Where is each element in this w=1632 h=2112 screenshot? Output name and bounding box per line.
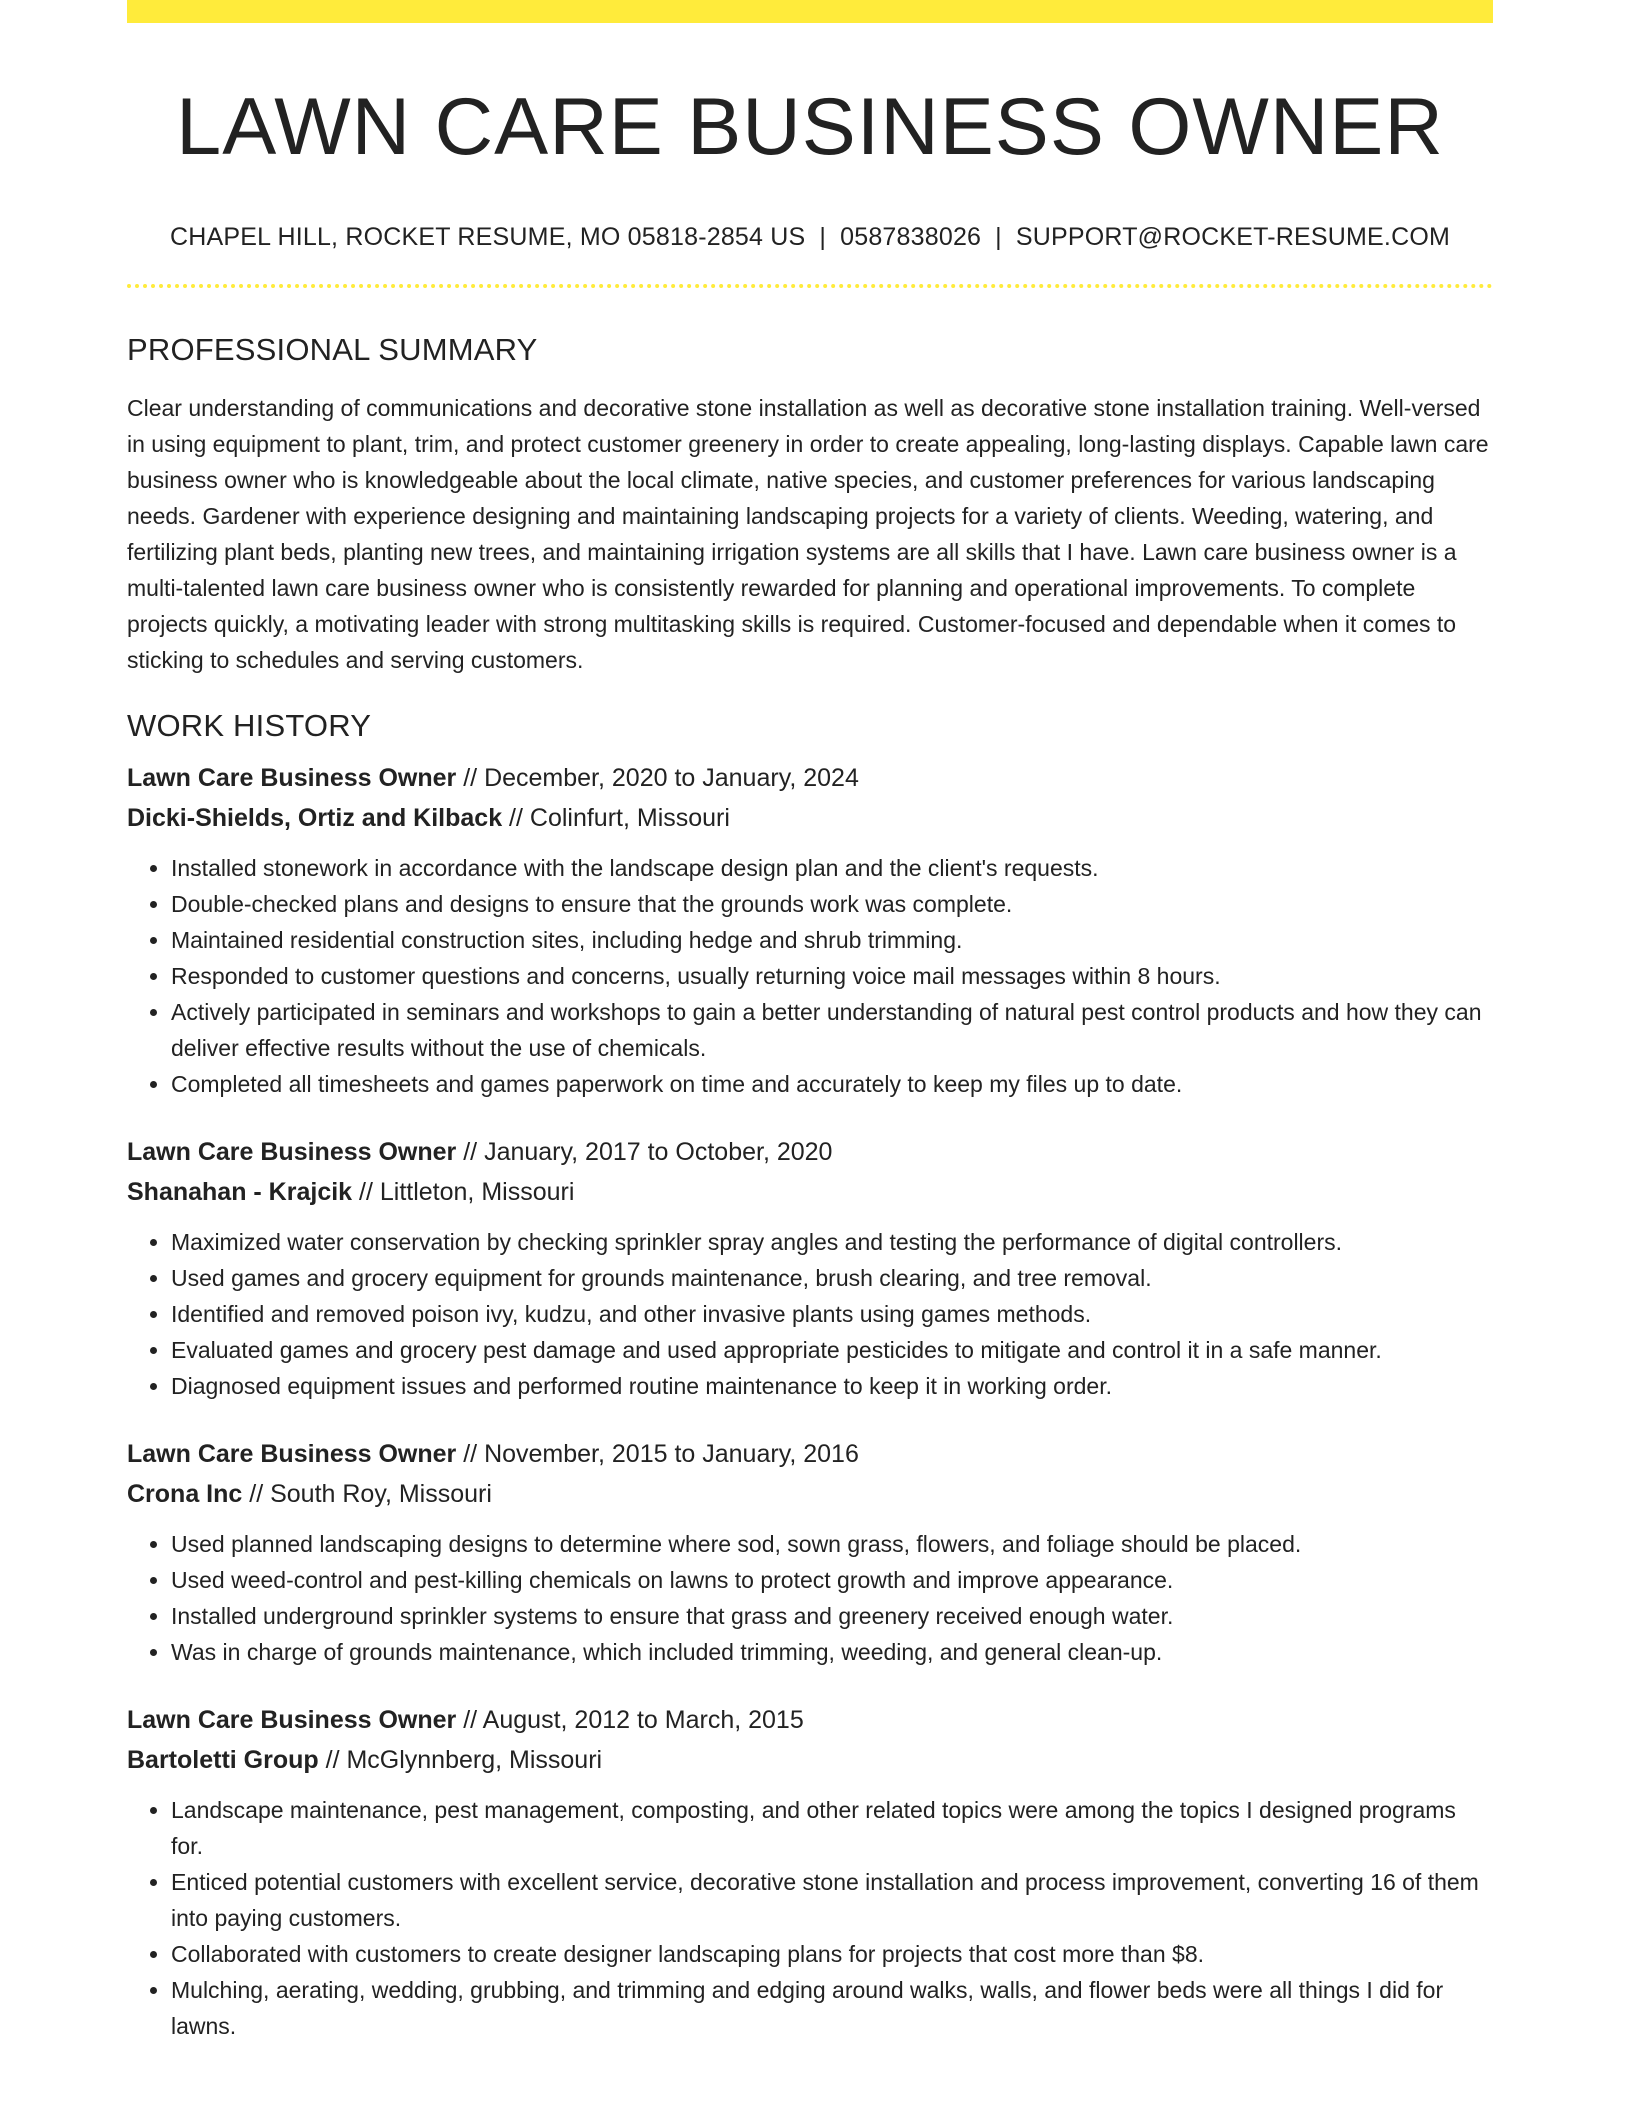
bullet-item: • Collaborated with customers to create designer landscaping plans for projects that cost more than $8.	[171, 1936, 1493, 1972]
work-history-heading: WORK HISTORY	[127, 708, 372, 744]
summary-heading: PROFESSIONAL SUMMARY	[127, 332, 538, 368]
job-dates: // August, 2012 to March, 2015	[456, 1706, 804, 1735]
job-bullets	[127, 1224, 1493, 1404]
bullet-item: • Landscape maintenance, pest management, composting, and other related topics were among the topics I designed programs for.	[171, 1792, 1493, 1864]
contact-separator: |	[995, 223, 1002, 252]
job-company: Shanahan - Krajcik	[127, 1178, 353, 1207]
job-location: // South Roy, Missouri	[242, 1480, 492, 1509]
job-location: // McGlynnberg, Missouri	[318, 1746, 603, 1775]
dotted-divider	[127, 284, 1493, 288]
job-bullets	[127, 1526, 1493, 1670]
job-entry	[127, 1132, 1493, 1404]
resume-page	[127, 0, 1493, 2044]
bullet-item: • Used weed-control and pest-killing chemicals on lawns to protect growth and improve appearance.	[171, 1562, 1493, 1598]
job-location: // Littleton, Missouri	[352, 1178, 575, 1207]
bullet-item: • Completed all timesheets and games paperwork on time and accurately to keep my files up to date.	[171, 1066, 1493, 1102]
job-entry	[127, 1700, 1493, 2044]
bullet-item: • Enticed potential customers with excellent service, decorative stone installation and process improvement, converting 16 of them into paying customers.	[171, 1864, 1493, 1936]
job-title-line	[127, 1434, 1493, 1474]
bullet-item: • Identified and removed poison ivy, kudzu, and other invasive plants using games methods.	[171, 1296, 1493, 1332]
job-company-line	[127, 1172, 1493, 1212]
bullet-item: • Mulching, aerating, wedding, grubbing, and trimming and edging around walks, walls, and flower beds were all things I did for lawns.	[171, 1972, 1493, 2044]
job-company: Dicki-Shields, Ortiz and Kilback	[127, 804, 503, 833]
bullet-item: • Installed underground sprinkler systems to ensure that grass and greenery received enough water.	[171, 1598, 1493, 1634]
job-company: Crona Inc	[127, 1480, 243, 1509]
job-title-line	[127, 1132, 1493, 1172]
bullet-item: • Responded to customer questions and concerns, usually returning voice mail messages within 8 hours.	[171, 958, 1493, 994]
bullet-item: • Installed stonework in accordance with the landscape design plan and the client's requests.	[171, 850, 1493, 886]
bullet-item: • Used games and grocery equipment for grounds maintenance, brush clearing, and tree removal.	[171, 1260, 1493, 1296]
job-dates: // December, 2020 to January, 2024	[456, 764, 859, 793]
job-company: Bartoletti Group	[127, 1746, 319, 1775]
bullet-item: • Actively participated in seminars and workshops to gain a better understanding of natural pest control products and how they can deliver effective results without the use of chemicals.	[171, 994, 1493, 1066]
contact-address: CHAPEL HILL, ROCKET RESUME, MO 05818-2854 US	[169, 223, 806, 252]
bullet-item: • Diagnosed equipment issues and performed routine maintenance to keep it in working order.	[171, 1368, 1493, 1404]
job-title-line	[127, 758, 1493, 798]
contact-separator: |	[819, 223, 827, 252]
top-accent-bar	[127, 0, 1493, 23]
job-location: // Colinfurt, Missouri	[502, 804, 730, 833]
contact-email: SUPPORT@ROCKET-RESUME.COM	[1015, 223, 1451, 252]
contact-phone: 0587838026	[840, 223, 982, 252]
job-entry	[127, 758, 1493, 1102]
job-company-line	[127, 1740, 1493, 1780]
job-company-line	[127, 1474, 1493, 1514]
bullet-item: • Was in charge of grounds maintenance, which included trimming, weeding, and general clean-up.	[171, 1634, 1493, 1670]
bullet-item: • Maximized water conservation by checking sprinkler spray angles and testing the performance of digital controllers.	[171, 1224, 1493, 1260]
job-title: Lawn Care Business Owner	[127, 1440, 457, 1469]
job-dates: // November, 2015 to January, 2016	[456, 1440, 859, 1469]
job-bullets	[127, 850, 1493, 1102]
bullet-item: • Used planned landscaping designs to determine where sod, sown grass, flowers, and foliage should be placed.	[171, 1526, 1493, 1562]
contact-line	[127, 222, 1493, 252]
job-title: Lawn Care Business Owner	[127, 764, 457, 793]
summary-text: Clear understanding of communications and decorative stone installation as well as decorative stone installation training. Well-versed in using equipment to plant, trim, and protect customer greenery in order to create appealing, long-lasting displays. Capable lawn care business owner who is knowledgeable about the local climate, native species, and customer preferences for various landscaping needs. Gardener with experience designing and maintaining landscaping projects for a variety of clients. Weeding, watering, and fertilizing plant beds, planting new trees, and maintaining irrigation systems are all skills that I have. Lawn care business owner is a multi-talented lawn care business owner who is consistently rewarded for planning and operational improvements. To complete projects quickly, a motivating leader with strong multitasking skills is required. Customer-focused and dependable when it comes to sticking to schedules and serving customers.	[127, 395, 1489, 674]
resume-title: LAWN CARE BUSINESS OWNER	[176, 82, 1444, 172]
job-title-line	[127, 1700, 1493, 1740]
job-entry	[127, 1434, 1493, 1670]
bullet-item: • Maintained residential construction sites, including hedge and shrub trimming.	[171, 922, 1493, 958]
job-title: Lawn Care Business Owner	[127, 1706, 457, 1735]
job-bullets	[127, 1792, 1493, 2044]
bullet-item: • Double-checked plans and designs to ensure that the grounds work was complete.	[171, 886, 1493, 922]
job-dates: // January, 2017 to October, 2020	[456, 1138, 833, 1167]
job-title: Lawn Care Business Owner	[127, 1138, 457, 1167]
bullet-item: • Evaluated games and grocery pest damage and used appropriate pesticides to mitigate and control it in a safe manner.	[171, 1332, 1493, 1368]
job-company-line	[127, 798, 1493, 838]
